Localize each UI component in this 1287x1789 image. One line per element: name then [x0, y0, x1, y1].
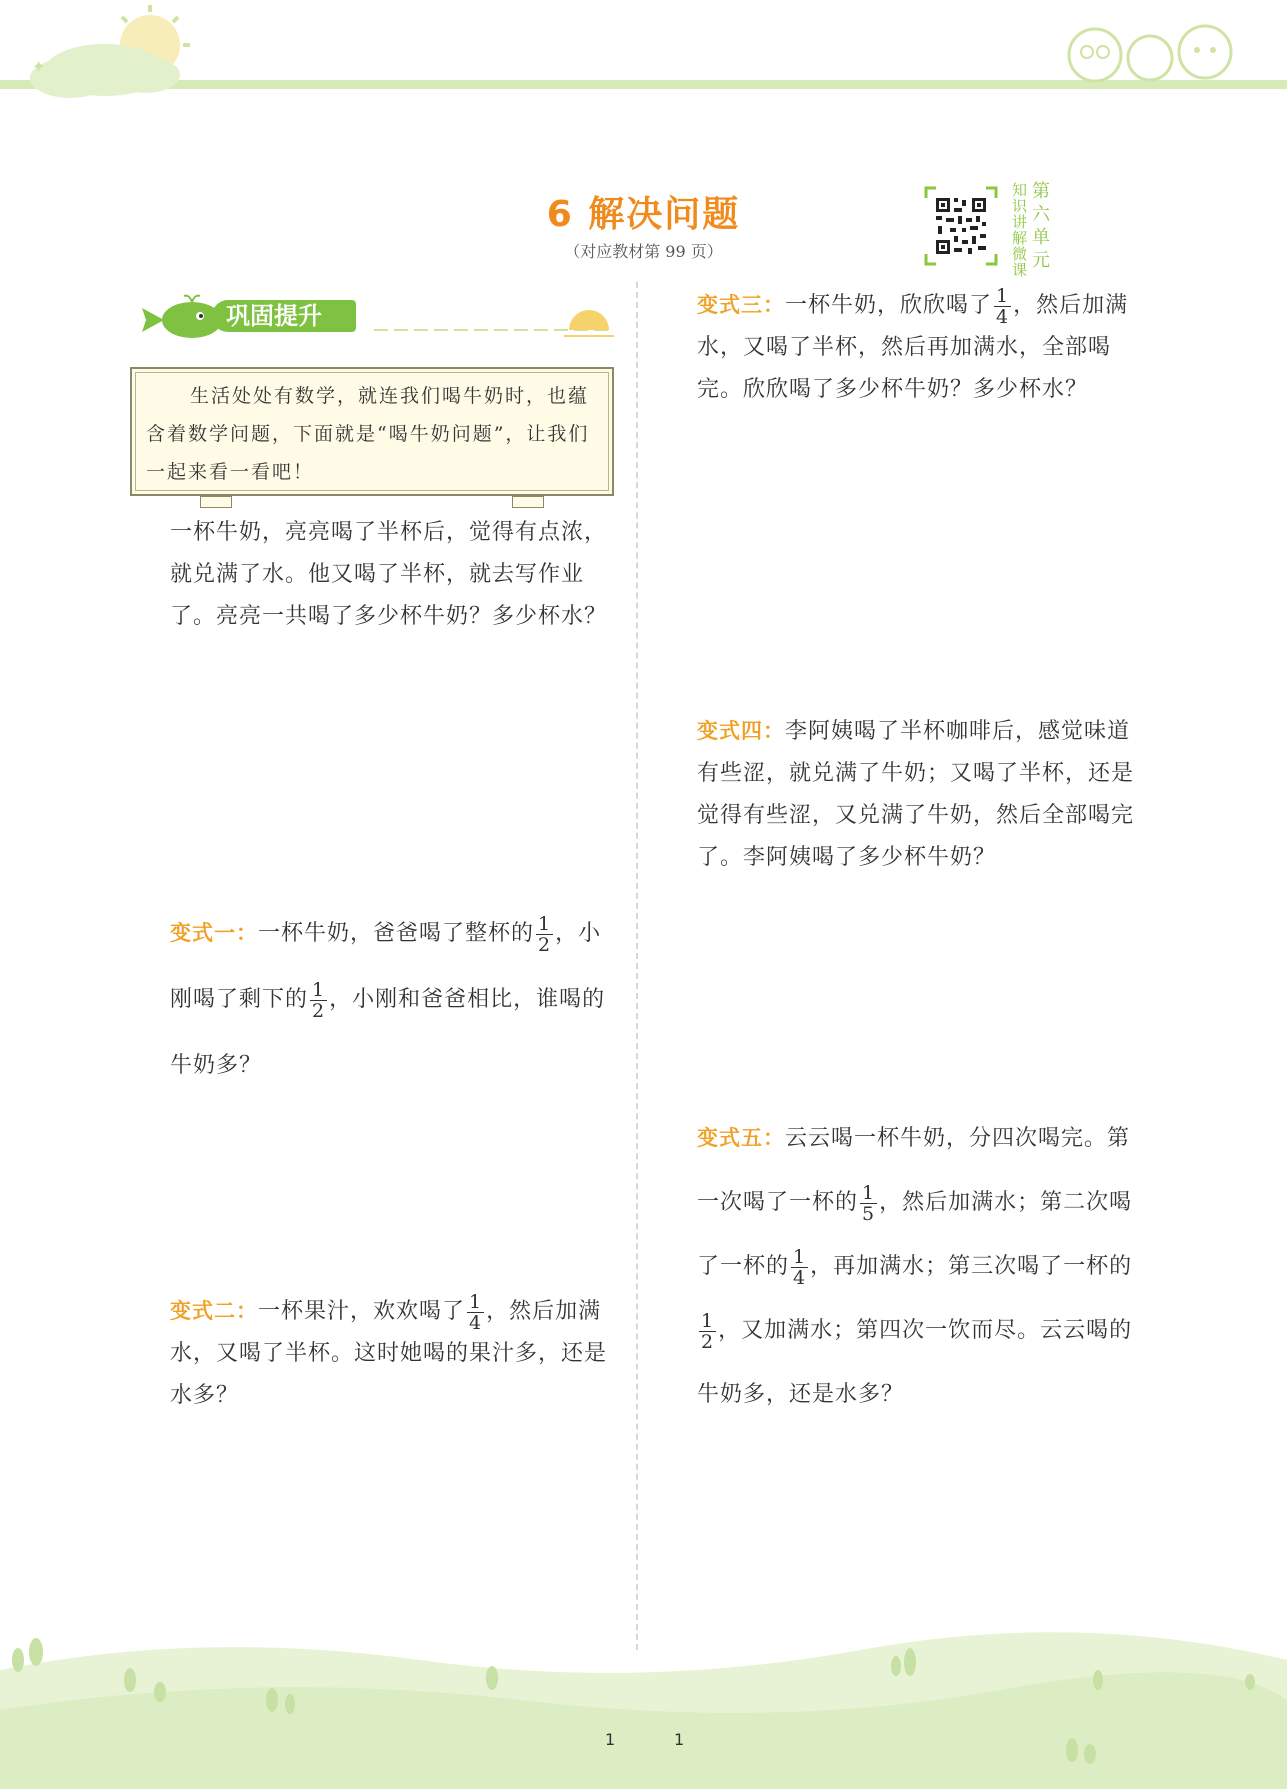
variant-2-text-b: ，然后加满水，又喝了半杯。这时她喝的果汁多，还是水多？ — [170, 1299, 608, 1408]
variant-1-text-a: 一杯牛奶，爸爸喝了整杯的 — [258, 921, 535, 946]
variant-1-label: 变式一： — [170, 921, 258, 945]
variant-5-label: 变式五： — [697, 1126, 785, 1150]
horizon-sun-decoration — [374, 300, 614, 340]
intro-text: 生活处处有数学，就连我们喝牛奶时，也蕴含着数学问题，下面就是“喝牛奶问题”，让我们一起来看一看吧！ — [146, 385, 590, 483]
variant-3-label: 变式三： — [697, 293, 785, 317]
variant-3-text-b: ，然后加满水，又喝了半杯，然后再加满水，全部喝完。欣欣喝了多少杯牛奶？多少杯水？ — [697, 293, 1129, 402]
section-label: 巩固提升 — [212, 300, 356, 332]
variant-2-label: 变式二： — [170, 1299, 258, 1323]
animal-faces-decoration — [1055, 20, 1255, 85]
problem-variant-5 — [697, 1106, 1141, 1427]
variant-4-label: 变式四： — [697, 719, 785, 743]
problem-variant-2 — [170, 1290, 614, 1417]
variant-2-text-a: 一杯果汁，欢欢喝了 — [258, 1299, 466, 1324]
fraction: $\frac{1}{2}$ — [701, 1309, 715, 1353]
page-number-left: 1 — [605, 1730, 616, 1749]
variant-5-text-d: ，又加满水；第四次一饮而尽。云云喝的牛奶多，还是水多？ — [697, 1318, 1133, 1407]
problem-main-text: 一杯牛奶，亮亮喝了半杯后，觉得有点浓，就兑满了水。他又喝了半杯，就去写作业了。亮亮一共喝了多少杯牛奶？多少杯水？ — [170, 520, 608, 629]
column-divider — [636, 282, 638, 1650]
variant-5-text-a: 云云喝一杯牛奶，分四次喝完。第一次喝了一杯的 — [697, 1126, 1131, 1215]
qr-caption-col2: 第六单元 — [1032, 181, 1050, 271]
qr-code-icon[interactable] — [924, 186, 998, 266]
page-title: 6 解决问题 — [546, 194, 741, 235]
fraction: $\frac{1}{4}$ — [469, 1290, 483, 1334]
problem-variant-4 — [697, 710, 1141, 879]
variant-3-text-a: 一杯牛奶，欣欣喝了 — [785, 293, 993, 318]
qr-caption — [1012, 180, 1072, 279]
variant-5-text-b: ，然后加满水；第二次喝了一杯的 — [697, 1190, 1133, 1279]
intro-box-foot-right — [512, 496, 544, 508]
variant-1-text-c: ，小刚和爸爸相比，谁喝的牛奶多？ — [170, 987, 606, 1078]
variant-5-text-c: ，再加满水；第三次喝了一杯的 — [810, 1254, 1133, 1279]
svg-text:✦: ✦ — [32, 57, 46, 76]
title-block — [0, 186, 1287, 262]
whale-icon — [134, 292, 224, 342]
sun-cloud-decoration — [0, 0, 220, 110]
fraction: $\frac{1}{2}$ — [312, 978, 326, 1022]
problem-variant-1 — [170, 900, 614, 1099]
intro-box — [130, 367, 614, 496]
variant-4-text: 李阿姨喝了半杯咖啡后，感觉味道有些涩，就兑满了牛奶；又喝了半杯，还是觉得有些涩，又兑满了牛奶，然后全部喝完了。李阿姨喝了多少杯牛奶？ — [697, 719, 1135, 870]
qr-caption-col1: 知识讲解微课 — [1012, 181, 1028, 279]
fraction: $\frac{1}{4}$ — [996, 284, 1010, 328]
fraction: $\frac{1}{5}$ — [862, 1181, 876, 1225]
intro-box-foot-left — [200, 496, 232, 508]
section-banner — [134, 292, 614, 342]
variant-1-text-b: ，小刚喝了剩下的 — [170, 921, 602, 1012]
fraction: $\frac{1}{2}$ — [538, 912, 552, 956]
page-subtitle: （对应教材第 99 页） — [564, 242, 723, 261]
problem-variant-3 — [697, 284, 1141, 411]
page-number-right: 1 — [674, 1730, 685, 1749]
footer-hills-decoration — [0, 1630, 1287, 1789]
problem-main — [170, 512, 614, 638]
fraction: $\frac{1}{4}$ — [793, 1245, 807, 1289]
